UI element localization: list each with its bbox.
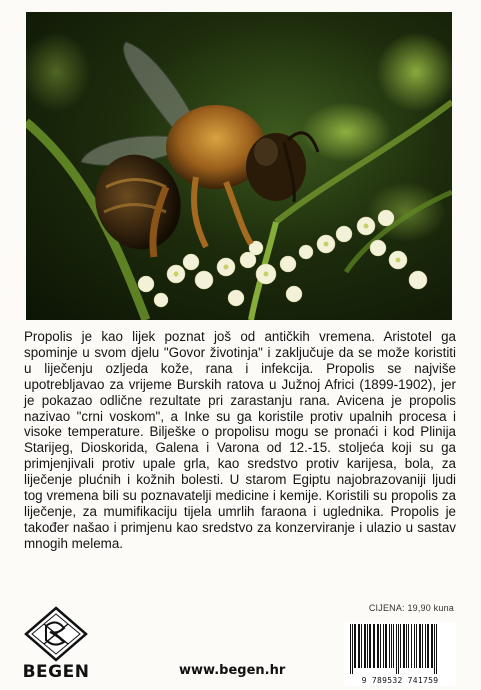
barcode-bar — [369, 624, 371, 668]
cover-photo-bee-on-flower — [26, 12, 452, 320]
barcode-bar — [396, 624, 397, 674]
barcode-bar — [416, 624, 417, 668]
crossed-BG-monogram-icon — [24, 606, 88, 662]
barcode-bar — [414, 624, 415, 668]
barcode-bar — [406, 624, 407, 668]
barcode-bars — [344, 622, 456, 676]
barcode-bar — [373, 624, 375, 668]
barcode-bar — [383, 624, 384, 668]
barcode-bar — [411, 624, 412, 668]
barcode-bar — [419, 624, 421, 668]
barcode-bar — [431, 624, 433, 668]
barcode-bar — [398, 624, 399, 674]
barcode-bar — [422, 624, 423, 668]
book-description: Propolis je kao lijek poznat još od antičkih vremena. Aristotel ga spominje u svom djelu "Govor životinja" i zaključuje da se može koristiti u liječenju ozljeda kože, rana i infekcija. Propolis se najviše upotrebljavao za vrijeme Burskih ratova u Južnoj Africi (1899-1902), jer je pokazao odlične rezultate pri zarastanju rana. Avicena je propolis nazivao "crni voskom", a Inke su ga koristile protiv upalnih procesa i visoke temperature. Bilješke o propolisu mogu se pronaći i kod Plinija Starijeg, Dioskorida, Galena i Varona od 12.-15. stoljeća koji su ga primjenjivali protiv upale grla, kao sredstvo protiv karijesa, bola, za liječenje plućnih i kožnih bolesti. U starom Egiptu najobrazovaniji ljudi tog vremena bili su poznavatelji medicine i kemije. Koristili su propolis za liječenje, za mumifikaciju tijela umrlih faraona i uglednika. Propolis je također našao i primjenu kao sredstvo za konzerviranje i ulazio u sastav mnogih melema. — [24, 329, 456, 551]
barcode-bar — [358, 624, 360, 668]
barcode-bar — [389, 624, 390, 668]
barcode-bar — [385, 624, 387, 668]
barcode-bar — [434, 624, 435, 674]
barcode-bar — [354, 624, 356, 668]
barcode-bar — [377, 624, 379, 668]
barcode-bar — [361, 624, 362, 668]
barcode-bar — [427, 624, 429, 668]
barcode-bar — [393, 624, 394, 668]
isbn-barcode — [344, 622, 456, 686]
barcode-bar — [403, 624, 405, 668]
barcode-bar — [436, 624, 437, 674]
barcode-bar — [391, 624, 392, 668]
barcode-bar — [367, 624, 368, 668]
barcode-bar — [425, 624, 426, 668]
barcode-digits: 9 789532 741759 — [361, 676, 439, 685]
barcode-bar — [364, 624, 366, 668]
barcode-bar — [350, 624, 351, 674]
barcode-bar — [380, 624, 381, 668]
price-label: CIJENA: 19,90 kuna — [368, 603, 454, 613]
barcode-bar — [352, 624, 353, 674]
publisher-name: BEGEN — [22, 662, 90, 682]
bee-on-flower-illustration — [26, 12, 452, 320]
publisher-logo — [14, 606, 98, 682]
barcode-bar — [408, 624, 409, 668]
website-link[interactable]: www.begen.hr — [179, 663, 286, 678]
barcode-bar — [400, 624, 401, 668]
